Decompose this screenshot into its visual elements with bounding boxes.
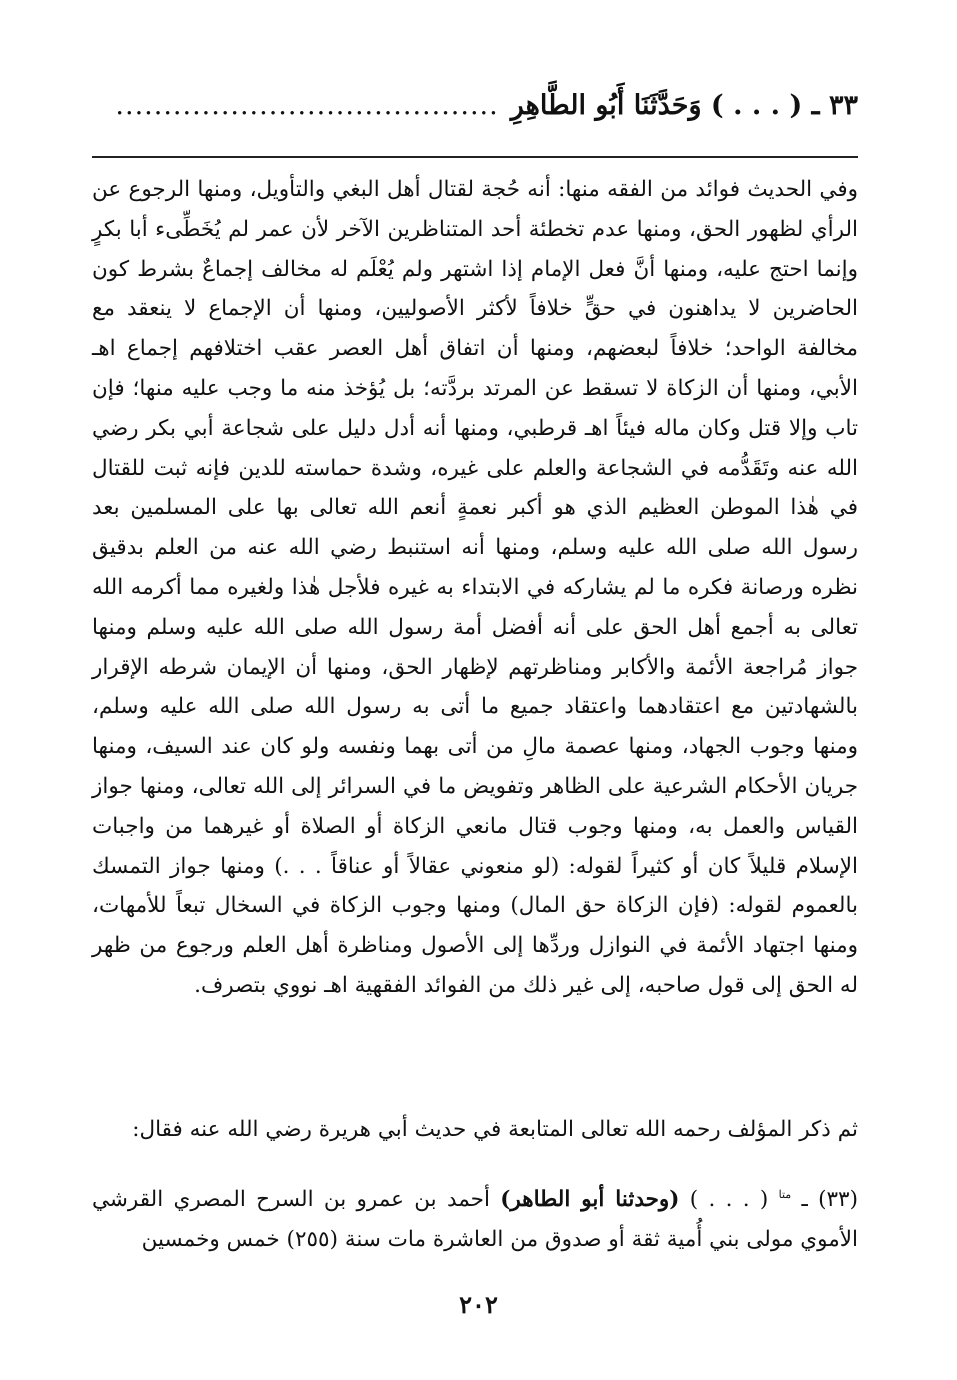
header-title: ٣٣ ـ ( . . . ) وَحَدَّثَنَا أَبُو الطَّاهِرِ (510, 89, 858, 121)
note-ellipsis: ( . . . ) (689, 1187, 769, 1213)
note-bold-phrase: (وحدثنا أبو الطاهر) (500, 1187, 680, 1213)
note-dash: ـ (801, 1187, 808, 1213)
commentary-paragraph (92, 170, 858, 1006)
note-text: أحمد بن عمرو بن السرح المصري القرشي الأموي مولى بني أُمية ثقة أو صدوق من العاشرة مات سنة (٢٥٥) خمس وخمسين (92, 1187, 858, 1253)
page-number: ٢٠٢ (459, 1290, 498, 1319)
commentary-text: وفي الحديث فوائد من الفقه منها: أنه حُجة لقتال أهل البغي والتأويل، ومنها الرجوع عن الرأي لظهور الحق، ومنها عدم تخطئة أحد المتناظرين الآخر لأن عمر لم يُخَطِّىء أبا بكرٍ وإنما احتج عليه، ومنها أنَّ فعل الإمام إذا اشتهر ولم يُعْلَم له مخالف إجماعٌ بشرط كون الحاضرين لا يداهنون في حقٍّ خلافاً لأكثر الأصوليين، ومنها أن الإجماع لا ينعقد مع مخالفة الواحد؛ خلافاً لبعضهم، ومنها أن اتفاق أهل العصر عقب اختلافهم إجماع اهـ الأبي، ومنها أن الزكاة لا تسقط عن المرتد بردَّته؛ بل يُؤخذ منه ما وجب عليه منها؛ فإن تاب وإلا قتل وكان ماله فيئاً اهـ قرطبي، ومنها أنه أدل دليل على شجاعة أبي بكر رضي الله عنه وتَقَدُّمه في الشجاعة والعلم على غيره، وشدة حماسته للدين فإنه ثبت للقتال في هٰذا الموطن العظيم الذي هو أكبر نعمةٍ أنعم الله تعالى بها على المسلمين بعد رسول الله صلى الله عليه وسلم، ومنها أنه استنبط رضي الله عنه من العلم بدقيق نظره ورصانة فكره ما لم يشاركه في الابتداء به غيره فلأجل هٰذا ولغيره مما أكرمه الله تعالى به أجمع أهل الحق على أنه أفضل أمة رسول الله صلى الله عليه وسلم ومنها جواز مُراجعة الأئمة والأكابر ومناظرتهم لإظهار الحق، ومنها أن الإيمان شرطه الإقرار بالشهادتين مع اعتقادهما واعتقاد جميع ما أتى به رسول الله صلى الله عليه وسلم، ومنها وجوب الجهاد، ومنها عصمة مالِ من أتى بهما ونفسه ولو كان عند السيف، ومنها جريان الأحكام الشرعية على الظاهر وتفويض ما في السرائر إلى الله تعالى، ومنها جواز القياس والعمل به، ومنها وجوب قتال مانعي الزكاة أو الصلاة أو غيرهما من واجبات الإسلام قليلاً كان أو كثيراً لقوله: (لو منعوني عقالاً أو عناقاً . . .) ومنها جواز التمسك بالعموم لقوله: (فإن الزكاة حق المال) ومنها وجوب الزكاة في السخال تبعاً للأمهات، ومنها اجتهاد الأئمة في النوازل وردِّها إلى الأصول ومناظرة أهل العلم ورجوع من ظهر له الحق إلى قول صاحبه، إلى غير ذلك من الفوائد الفقهية اهـ نووي بتصرف. (92, 177, 858, 998)
header-divider (92, 156, 858, 158)
note-marker: متا (778, 1188, 792, 1201)
header-leader-dots: ........................................ (115, 89, 499, 121)
running-header (92, 82, 858, 128)
transition-paragraph (92, 1110, 858, 1150)
note-number: (٣٣) (818, 1187, 858, 1213)
narrator-note-paragraph (92, 1175, 858, 1260)
transition-text: ثم ذكر المؤلف رحمه الله تعالى المتابعة في حديث أبي هريرة رضي الله عنه فقال: (132, 1117, 858, 1142)
